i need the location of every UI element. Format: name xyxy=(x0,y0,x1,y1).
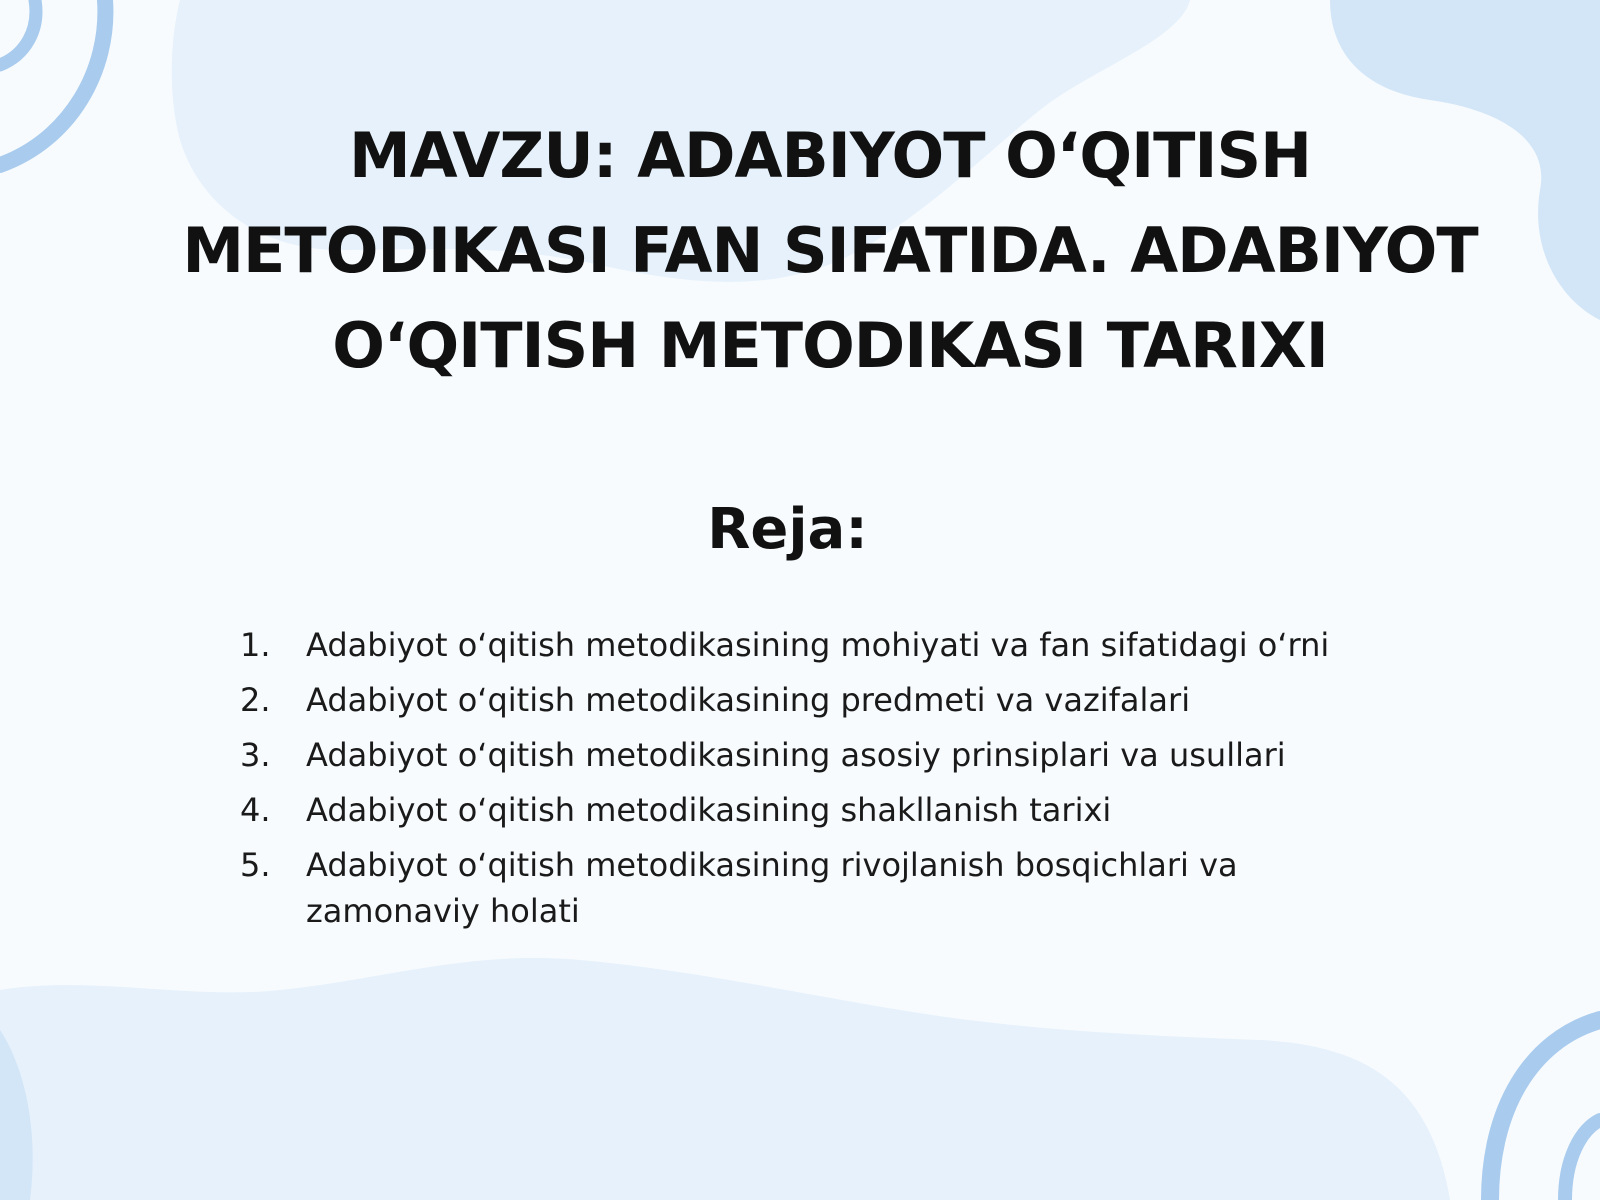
plan-item-text: Adabiyot o‘qitish metodikasining asosiy prinsiplari va usullari xyxy=(306,736,1286,774)
plan-item-text: Adabiyot o‘qitish metodikasining rivojlanish bosqichlari va zamonaviy holati xyxy=(306,846,1238,930)
plan-item xyxy=(240,622,1340,668)
plan-item-number: 1. xyxy=(240,626,271,664)
plan-item xyxy=(240,677,1340,723)
slide-title: MAVZU: ADABIYOT O‘QITISH METODIKASI FAN SIFATIDA. ADABIYOT O‘QITISH METODIKASI TARIXI xyxy=(182,119,1478,382)
plan-item-number: 2. xyxy=(240,681,271,719)
plan-item xyxy=(240,732,1340,778)
plan-heading: Reja: xyxy=(707,497,868,562)
plan-item xyxy=(240,787,1340,833)
plan-item-number: 5. xyxy=(240,846,271,884)
plan-list xyxy=(240,622,1340,943)
plan-item-number: 4. xyxy=(240,791,271,829)
plan-item-text: Adabiyot o‘qitish metodikasining mohiyati va fan sifatidagi o‘rni xyxy=(306,626,1330,664)
plan-item-text: Adabiyot o‘qitish metodikasining predmeti va vazifalari xyxy=(306,681,1191,719)
plan-item-number: 3. xyxy=(240,736,271,774)
plan-item-text: Adabiyot o‘qitish metodikasining shakllanish tarixi xyxy=(306,791,1112,829)
plan-item xyxy=(240,842,1340,934)
